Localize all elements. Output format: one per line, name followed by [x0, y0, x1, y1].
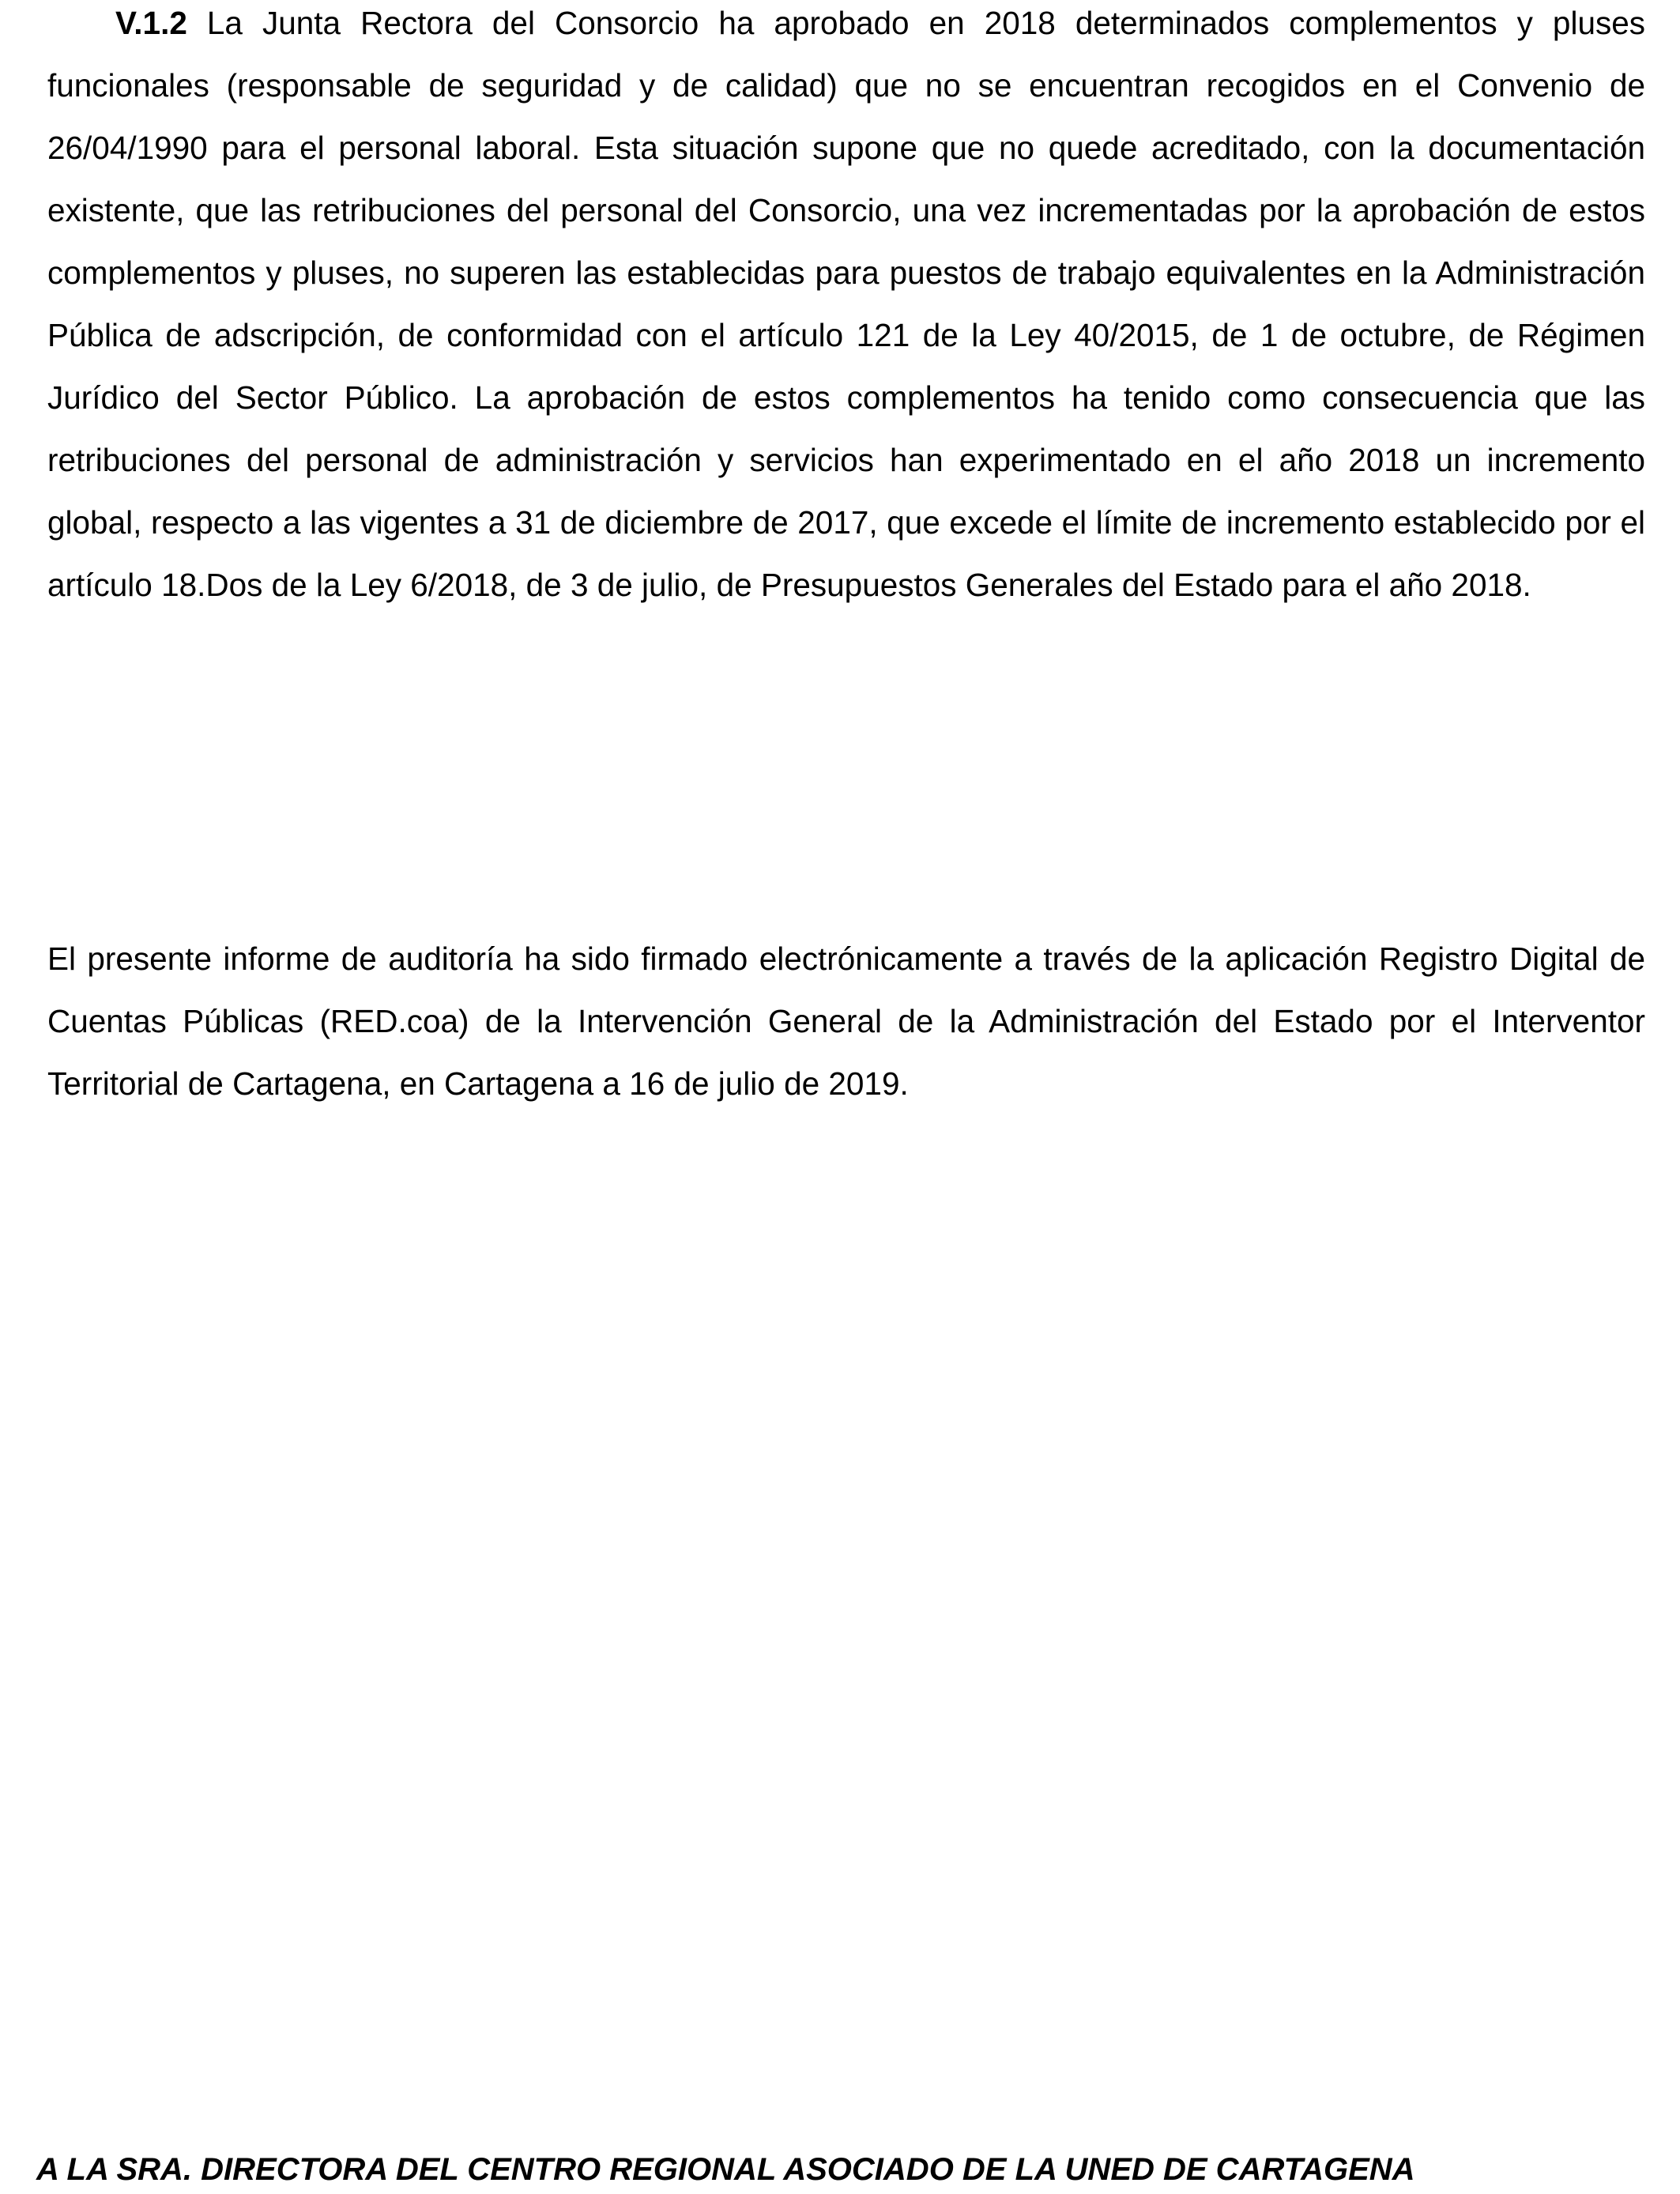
finding-text: La Junta Rectora del Consorcio ha aprobado en 2018 determinados complementos y pluses funcionales (responsable de seguridad y de calidad) que no se encuentran recogidos en el Convenio de 26/04/1990 para el personal laboral. Esta situación supone que no quede acreditado, con la documentación existente, que las retribuciones del personal del Consorcio, una vez incrementadas por la aprobación de estos complementos y pluses, no superen las establecidas para puestos de trabajo equivalentes en la Administración Pública de adscripción, de conformidad con el artículo 121 de la Ley 40/2015, de 1 de octubre, de Régimen Jurídico del Sector Público. La aprobación de estos complementos ha tenido como consecuencia que las retribuciones del personal de administración y servicios han experimentado en el año 2018 un incremento global, respecto a las vigentes a 31 de diciembre de 2017, que excede el límite de incremento establecido por el artículo 18.Dos de la Ley 6/2018, de 3 de julio, de Presupuestos Generales del Estado para el año 2018.: [47, 5, 1645, 603]
signature-statement: El presente informe de auditoría ha sido firmado electrónicamente a través de la aplicación Registro Digital de Cuentas Públicas (RED.coa) de la Intervención General de la Administración del Estado por el Interventor Territorial de Cartagena, en Cartagena a 16 de julio de 2019.: [47, 941, 1645, 1102]
addressee-line: A LA SRA. DIRECTORA DEL CENTRO REGIONAL ASOCIADO DE LA UNED DE CARTAGENA: [36, 2152, 1415, 2187]
finding-paragraph: [47, 0, 1645, 616]
finding-reference: V.1.2: [115, 5, 187, 41]
